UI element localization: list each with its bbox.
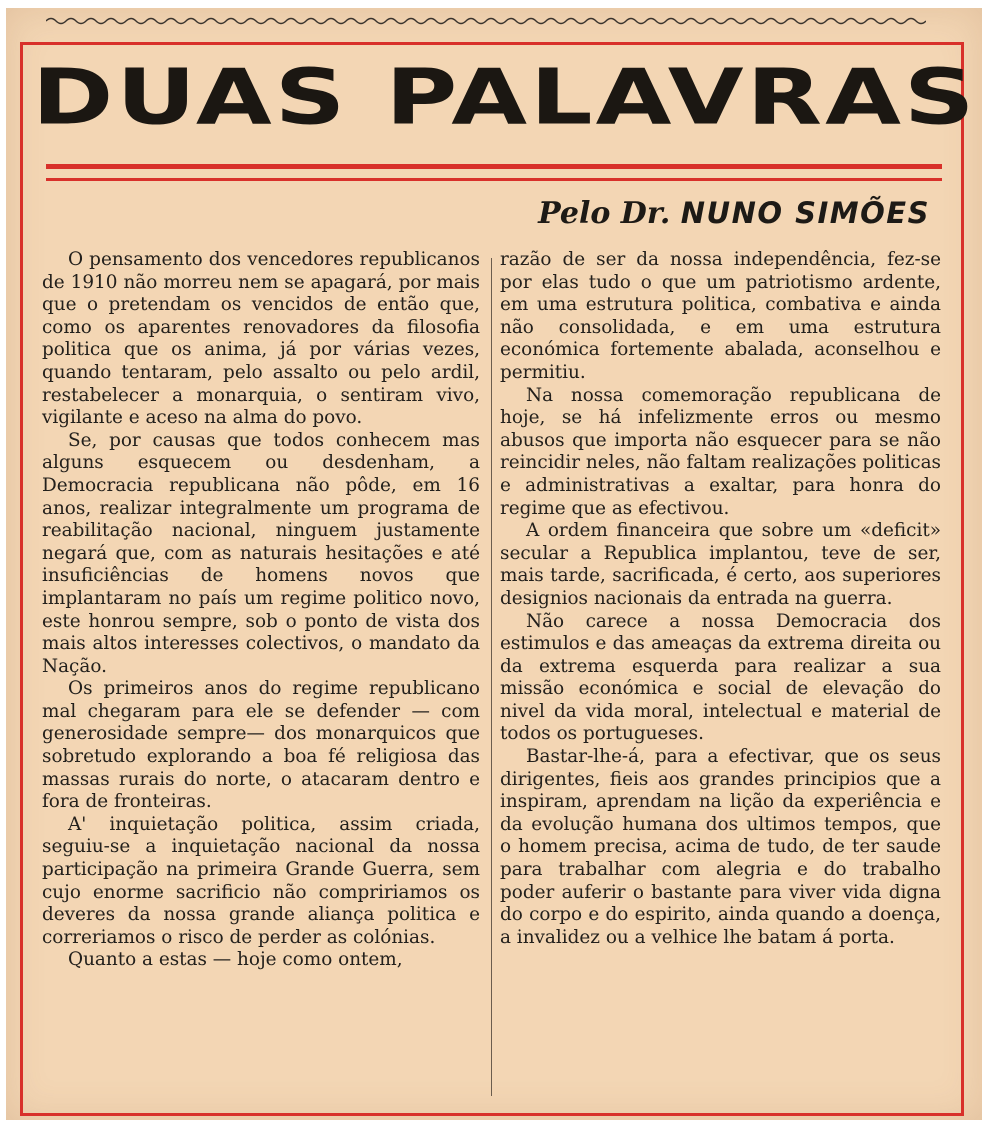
paragraph-continuation: razão de ser da nossa independência, fez-se por elas tudo o que um patriotismo ardente, em uma estrutura politica, combativa e ainda não consolidada, e em uma estrutura económica fortemente abalada, aconselhou e permitiu.	[500, 249, 941, 383]
paragraph: A ordem financeira que sobre um «deficit» secular a Republica implantou, teve de ser, mais tarde, sacrificada, é certo, aos superiores designios nacionais da entrada na guerra.	[500, 520, 941, 609]
paragraph: Na nossa comemoração republicana de hoje, se há infelizmente erros ou mesmo abusos que importa não esquecer para se não reincidir neles, não faltam realizações politicas e administrativas a exaltar, para honra do regime que as efectivou.	[500, 384, 941, 519]
paragraph: Bastar-lhe-á, para a efectivar, que os seus dirigentes, fieis aos grandes principios que a inspiram, aprendam na lição da experiência e da evolução humana dos ultimos tempos, que o homem precisa, acima de tudo, de ter saude para trabalhar com alegria e do trabalho poder auferir o bastante para viver vida digna do corpo e do espirito, ainda quando a doença, a invalidez ou a velhice lhe batam á porta.	[500, 746, 941, 948]
paragraph: A' inquietação politica, assim criada, seguiu-se a inquietação nacional da nossa participação na primeira Grande Guerra, sem cujo enorme sacrificio não compririamos os deveres da nossa grande aliança politica e correriamos o risco de perder as colónias.	[42, 813, 480, 948]
byline-prefix: Pelo Dr.	[538, 196, 671, 231]
decorative-wave-rule	[46, 16, 926, 26]
headline-rule-thin	[46, 178, 942, 181]
headline: DUAS PALAVRAS	[32, 53, 978, 143]
author-name: NUNO SIMÕES	[680, 196, 930, 230]
left-column	[42, 249, 480, 972]
paragraph: Se, por causas que todos conhecem mas alguns esquecem ou desdenham, a Democracia republicana não pôde, em 16 anos, realizar integralmente um programa de reabilitação nacional, ninguem justamente negará que, com as naturais hesitações e até insuficiências de homens novos que implantaram no país um regime politico novo, este honrou sempre, sob o ponto de vista dos mais altos interesses colectivos, o mandato da Nação.	[42, 429, 480, 677]
headline-rule-thick	[46, 164, 942, 169]
paragraph: O pensamento dos vencedores republicanos de 1910 não morreu nem se apagará, por mais que o pretendam os vencidos de então que, como os aparentes renovadores da filosofia politica que os anima, já por várias vezes, quando tentaram, pelo assalto ou pelo ardil, restabelecer a monarquia, o sentiram vivo, vigilante e aceso na alma do povo.	[42, 249, 480, 429]
paragraph: Os primeiros anos do regime republicano mal chegaram para ele se defender — com generosidade sempre— dos monarquicos que sobretudo explorando a boa fé religiosa das massas rurais do norte, o atacaram dentro e fora de fronteiras.	[42, 678, 480, 813]
column-divider	[491, 258, 492, 1096]
paragraph: Quanto a estas — hoje como ontem,	[68, 949, 403, 971]
newspaper-clipping	[6, 8, 982, 1120]
right-column	[500, 249, 941, 949]
byline	[538, 196, 930, 231]
paragraph: Não carece a nossa Democracia dos estimulos e das ameaças da extrema direita ou da extrema esquerda para realizar a sua missão económica e social de elevação do nivel da vida moral, intelectual e material de todos os portugueses.	[500, 610, 941, 745]
